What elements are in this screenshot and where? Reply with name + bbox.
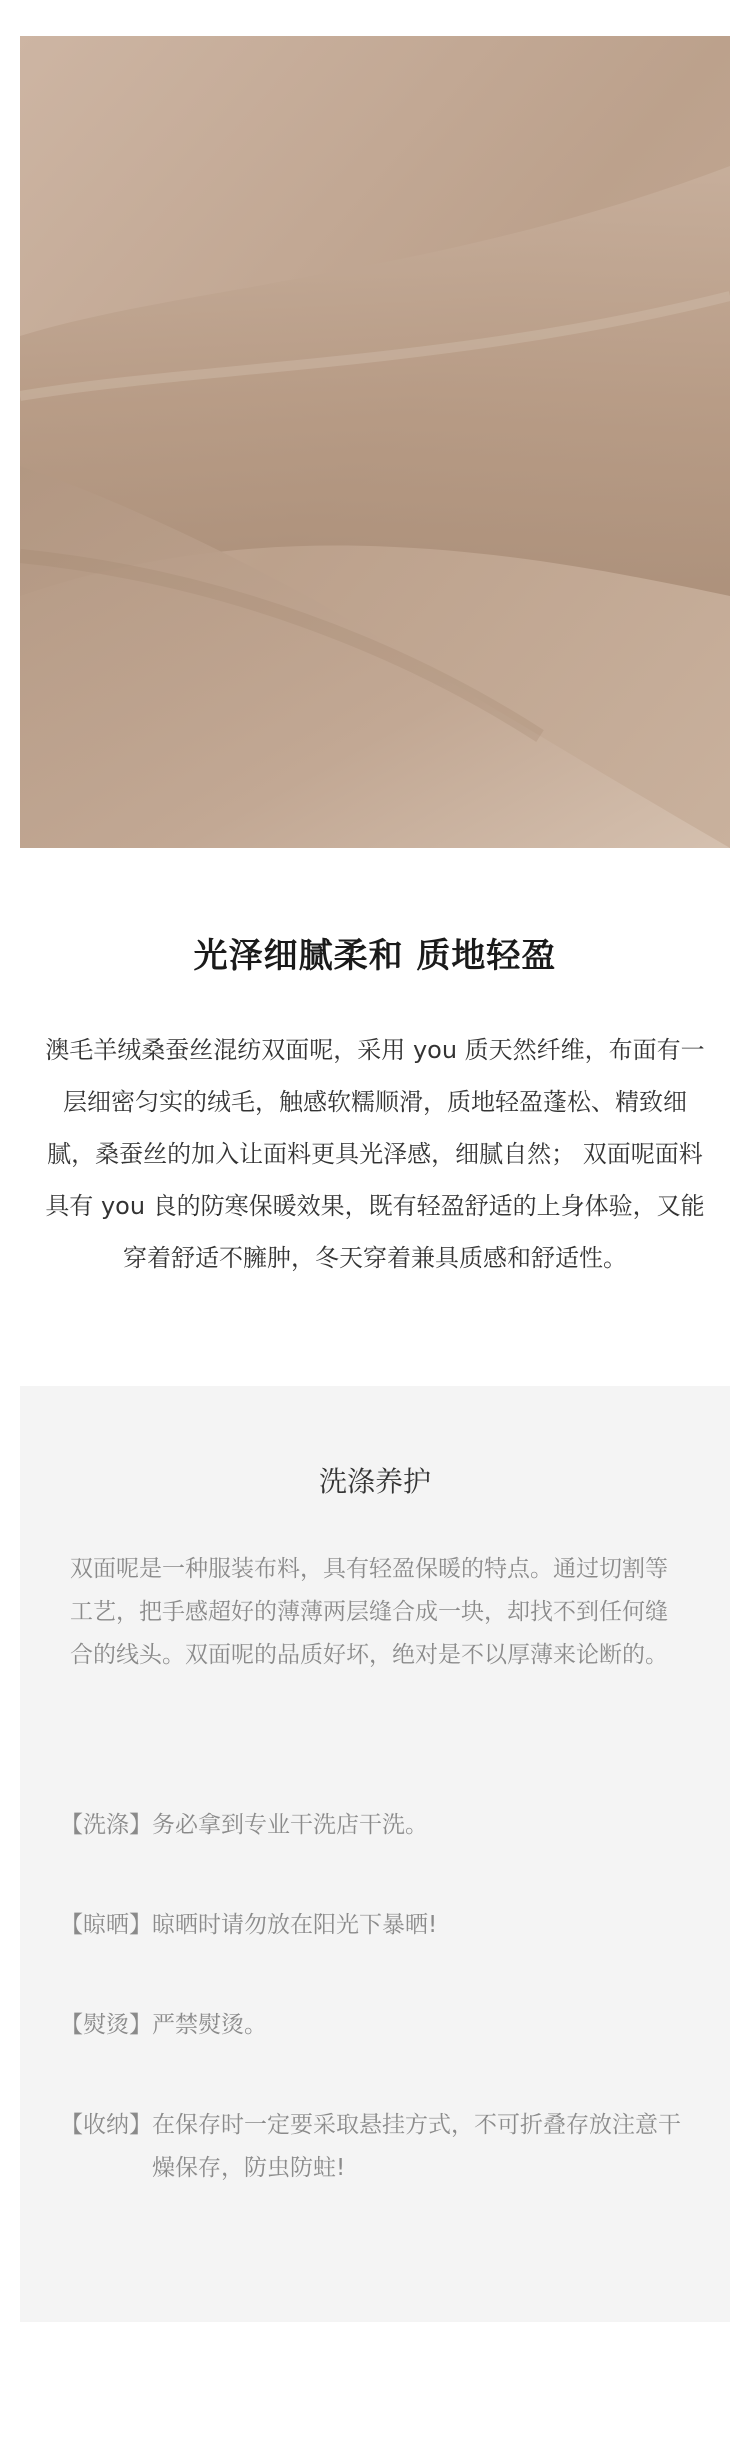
care-item-text: 晾晒时请勿放在阳光下暴晒! xyxy=(152,1912,438,1938)
care-item-text: 务必拿到专业干洗店干洗。 xyxy=(152,1812,428,1838)
care-panel xyxy=(20,1386,730,2322)
care-item-tag: 【洗涤】 xyxy=(60,1812,152,1838)
care-item-text: 在保存时一定要采取悬挂方式，不可折叠存放注意干燥保存，防虫防蛀! xyxy=(152,2112,681,2181)
care-item-dry xyxy=(60,1904,700,1947)
care-item-storage xyxy=(60,2104,700,2190)
care-item-text: 严禁熨烫。 xyxy=(152,2012,267,2038)
care-item-iron xyxy=(60,2004,700,2047)
care-intro: 双面呢是一种服装布料，具有轻盈保暖的特点。通过切割等工艺，把手感超好的薄薄两层缝合成一块，却找不到任何缝合的线头。双面呢的品质好坏，绝对是不以厚薄来论断的。 xyxy=(70,1556,668,1668)
care-item-tag: 【收纳】 xyxy=(60,2112,152,2138)
care-item-wash xyxy=(60,1804,700,1847)
care-item-tag: 【晾晒】 xyxy=(60,1912,152,1938)
product-description: 澳毛羊绒桑蚕丝混纺双面呢，采用 you 质天然纤维，布面有一层细密匀实的绒毛，触感软糯顺滑，质地轻盈蓬松、精致细腻，桑蚕丝的加入让面料更具光泽感，细腻自然； 双面呢面料具有 you 良的防寒保暖效果，既有轻盈舒适的上身体验，又能穿着舒适不臃肿，冬天穿着兼具质感和舒适性。 xyxy=(45,1036,705,1272)
care-item-tag: 【熨烫】 xyxy=(60,2012,152,2038)
fabric-closeup-image xyxy=(20,36,730,848)
care-title: 洗涤养护 xyxy=(318,1465,431,1498)
section-title: 光泽细腻柔和 质地轻盈 xyxy=(193,936,557,976)
